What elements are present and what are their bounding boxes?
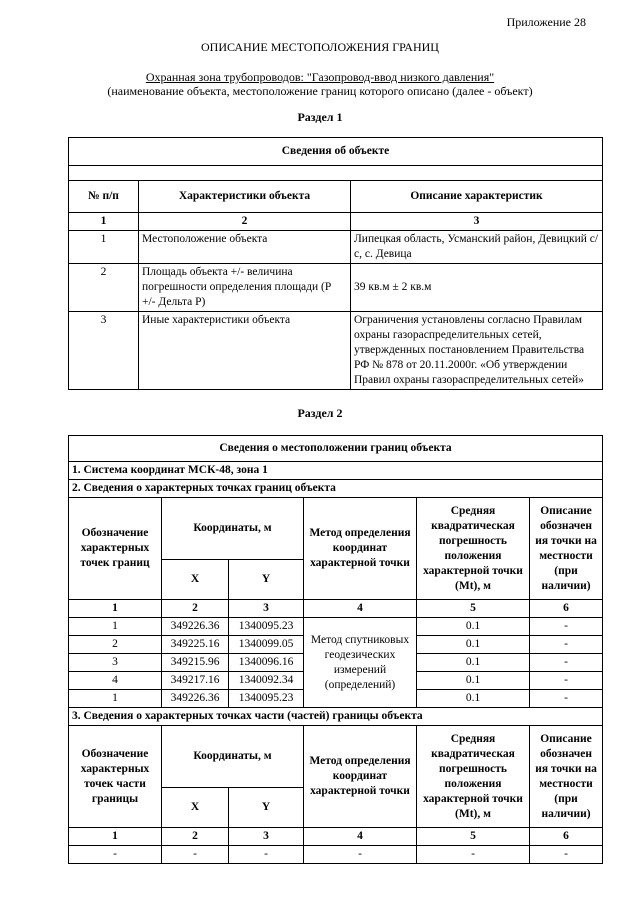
point-id: 4 (69, 672, 162, 690)
point-desc: - (530, 654, 603, 672)
object-name: Охранная зона трубопроводов: "Газопровод-ввод низкого давления" (145, 70, 495, 84)
point-y: 1340095.23 (229, 690, 304, 708)
part-cell: - (530, 846, 603, 864)
h-point-part: Обозначение характерных точек части границы (69, 726, 162, 828)
col-number: 2 (139, 213, 351, 231)
table-row (69, 312, 603, 390)
col-number: 6 (530, 600, 603, 618)
part-cell: - (69, 846, 162, 864)
point-x: 349226.36 (162, 618, 229, 636)
point-error: 0.1 (417, 654, 530, 672)
point-id: 3 (69, 654, 162, 672)
section1-title: Раздел 1 (297, 110, 343, 124)
part-cell: - (417, 846, 530, 864)
col-header-description: Описание характеристик (351, 181, 603, 213)
col-number: 6 (530, 828, 603, 846)
point-error: 0.1 (417, 636, 530, 654)
h-method: Метод определения координат характерной точки (304, 726, 417, 828)
point-y: 1340096.16 (229, 654, 304, 672)
col-number: 2 (162, 828, 229, 846)
object-info-table (68, 137, 603, 390)
point-desc: - (530, 690, 603, 708)
boundary-table-title: Сведения о местоположении границ объекта (69, 436, 603, 462)
point-id: 2 (69, 636, 162, 654)
point-x: 349217.16 (162, 672, 229, 690)
point-id: 1 (69, 690, 162, 708)
row-number: 3 (69, 312, 139, 390)
point-desc: - (530, 636, 603, 654)
spacer-row (69, 166, 603, 181)
point-method: Метод спутниковых геодезических измерений (определений) (304, 618, 417, 708)
row-characteristic: Иные характеристики объекта (139, 312, 351, 390)
h-error: Средняя квадратическая погрешность положения характерной точки (Mt), м (417, 726, 530, 828)
h-y: Y (229, 788, 304, 828)
col-number: 4 (304, 600, 417, 618)
coord-system: 1. Система координат МСК-48, зона 1 (69, 462, 603, 480)
points-heading: 2. Сведения о характерных точках границ объекта (69, 480, 603, 498)
appendix-label: Приложение 28 (506, 15, 586, 29)
row-characteristic: Местоположение объекта (139, 231, 351, 264)
table-row (69, 231, 603, 264)
boundary-table (68, 435, 603, 864)
h-coords: Координаты, м (162, 726, 304, 788)
row-number: 2 (69, 264, 139, 312)
h-coords: Координаты, м (162, 498, 304, 560)
point-y: 1340099.05 (229, 636, 304, 654)
col-number: 1 (69, 828, 162, 846)
point-y: 1340092.34 (229, 672, 304, 690)
point-error: 0.1 (417, 690, 530, 708)
point-x: 349225.16 (162, 636, 229, 654)
col-number: 3 (229, 828, 304, 846)
h-error: Средняя квадратическая погрешность положения характерной точки (Mt), м (417, 498, 530, 600)
point-error: 0.1 (417, 618, 530, 636)
row-number: 1 (69, 231, 139, 264)
col-number: 3 (229, 600, 304, 618)
h-y: Y (229, 560, 304, 600)
col-header-characteristic: Характеристики объекта (139, 181, 351, 213)
col-number: 1 (69, 600, 162, 618)
row-description: Ограничения установлены согласно Правилам охраны газораспределительных сетей, утвержденных постановлением Правительства РФ № 878 от 20.11.2000г. «Об утверждении Правил охраны газораспределительных сетей» (351, 312, 603, 390)
point-y: 1340095.23 (229, 618, 304, 636)
col-number: 5 (417, 828, 530, 846)
col-header-number: № п/п (69, 181, 139, 213)
h-method: Метод определения координат характерной точки (304, 498, 417, 600)
row-description: 39 кв.м ± 2 кв.м (351, 264, 603, 312)
object-table-title: Сведения об объекте (69, 138, 603, 166)
point-error: 0.1 (417, 672, 530, 690)
point-x: 349226.36 (162, 690, 229, 708)
col-number: 5 (417, 600, 530, 618)
col-number: 3 (351, 213, 603, 231)
table-row (69, 264, 603, 312)
part-cell: - (162, 846, 229, 864)
col-number: 2 (162, 600, 229, 618)
h-x: X (162, 788, 229, 828)
point-desc: - (530, 618, 603, 636)
h-point: Обозначение характерных точек границ (69, 498, 162, 600)
h-desc: Описание обозначен ия точки на местности (при наличии) (530, 726, 603, 828)
part-points-heading: 3. Сведения о характерных точках части (частей) границы объекта (69, 708, 603, 726)
point-x: 349215.96 (162, 654, 229, 672)
col-number: 4 (304, 828, 417, 846)
part-cell: - (229, 846, 304, 864)
part-cell: - (304, 846, 417, 864)
table-row (69, 618, 603, 636)
document-title: ОПИСАНИЕ МЕСТОПОЛОЖЕНИЯ ГРАНИЦ (201, 40, 439, 54)
h-desc: Описание обозначен ия точки на местности (при наличии) (530, 498, 603, 600)
object-note: (наименование объекта, местоположение границ которого описано (далее - объект) (107, 84, 533, 98)
col-number: 1 (69, 213, 139, 231)
row-characteristic: Площадь объекта +/- величина погрешности определения площади (Р +/- Дельта Р) (139, 264, 351, 312)
h-x: X (162, 560, 229, 600)
section2-title: Раздел 2 (297, 406, 343, 420)
point-desc: - (530, 672, 603, 690)
point-id: 1 (69, 618, 162, 636)
table-row (69, 846, 603, 864)
row-description: Липецкая область, Усманский район, Девицкий с/с, с. Девица (351, 231, 603, 264)
